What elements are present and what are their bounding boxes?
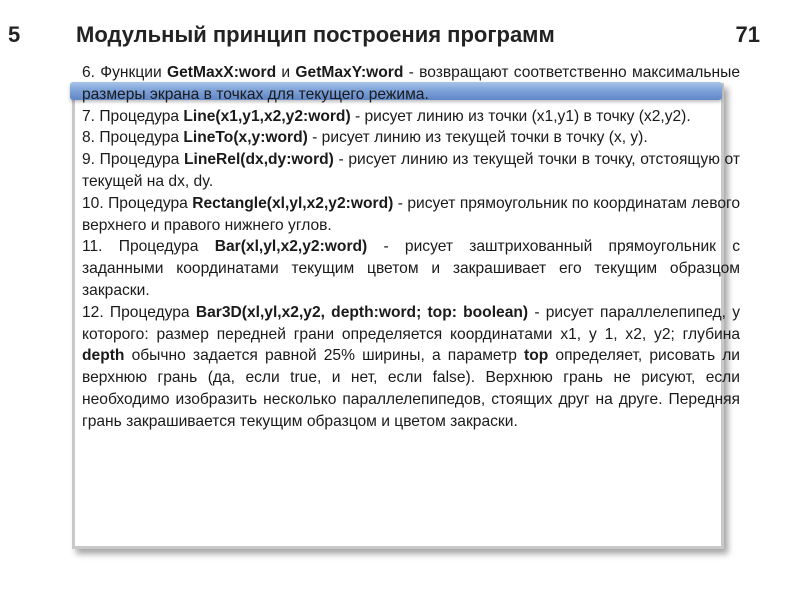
slide-title: Модульный принцип построения программ [76, 22, 555, 47]
content-text [82, 62, 740, 433]
procedure-name: Line(x1,y1,x2,y2:word) [183, 107, 351, 125]
function-name: GetMaxX:word [166, 64, 277, 81]
procedure-name: LineTo(x,y:word) [183, 129, 308, 147]
paragraph-bar3d: 12. Процедура Bar3D(xl,yl,x2,y2, depth:word; top: boolean) - рисует параллелепипед, у которого: размер передней грани определяется координатами x1, y 1, x2, y2; глубина depth обычно задается равной 25% ширины, а параметр top определяет, рисовать ли верхнюю грань (да, если true, и нет, если false). Верхнюю грань не рисуют, если необходимо изобразить несколько параллелепипедов, стоящих друг на друге. Передняя грань закрашивается текущим образцом и цветом закраски. [82, 303, 741, 430]
paragraph-lineto: 8. Процедура LineTo(x,y:word) - рисует линию из текущей точки в точку (x, y). [82, 129, 648, 147]
procedure-name: Bar3D(xl,yl,x2,y2, depth:word; top: boolean) [195, 303, 529, 321]
paragraph-line: 7. Процедура Line(x1,y1,x2,y2:word) - рисует линию из точки (x1,y1) в точку (x2,y2). [82, 107, 691, 125]
paragraph-bar: 11. Процедура Bar(xl,yl,x2,y2:word) - рисует заштрихованный прямоугольник с заданными координатами текущим цветом и закрашивает его текущим образцом закраски. [82, 238, 740, 299]
slide-number: 5 [8, 22, 21, 47]
procedure-name: Bar(xl,yl,x2,y2:word) [214, 238, 368, 256]
procedure-name: LineRel(dx,dy:word) [183, 151, 334, 169]
page-number: 71 [735, 22, 760, 47]
parameter-name: depth [82, 347, 125, 365]
parameter-name: top [524, 347, 549, 365]
paragraph-getmax: 6. Функции GetMaxX:word и GetMaxY:word - возвращают соответственно максимальные размеры экрана в точках для текущего режима. [82, 64, 740, 103]
paragraph-rectangle: 10. Процедура Rectangle(xl,yl,x2,y2:word) - рисует прямоугольник по координатам левого верхнего и правого нижнего углов. [82, 194, 741, 234]
paragraph-linerel: 9. Процедура LineRel(dx,dy:word) - рисует линию из текущей точки в точку, отстоящую от текущей на dx, dy. [82, 151, 741, 190]
function-name: GetMaxY:word [295, 64, 404, 81]
slide-header [0, 22, 800, 58]
procedure-name: Rectangle(xl,yl,x2,y2:word) [192, 194, 394, 212]
